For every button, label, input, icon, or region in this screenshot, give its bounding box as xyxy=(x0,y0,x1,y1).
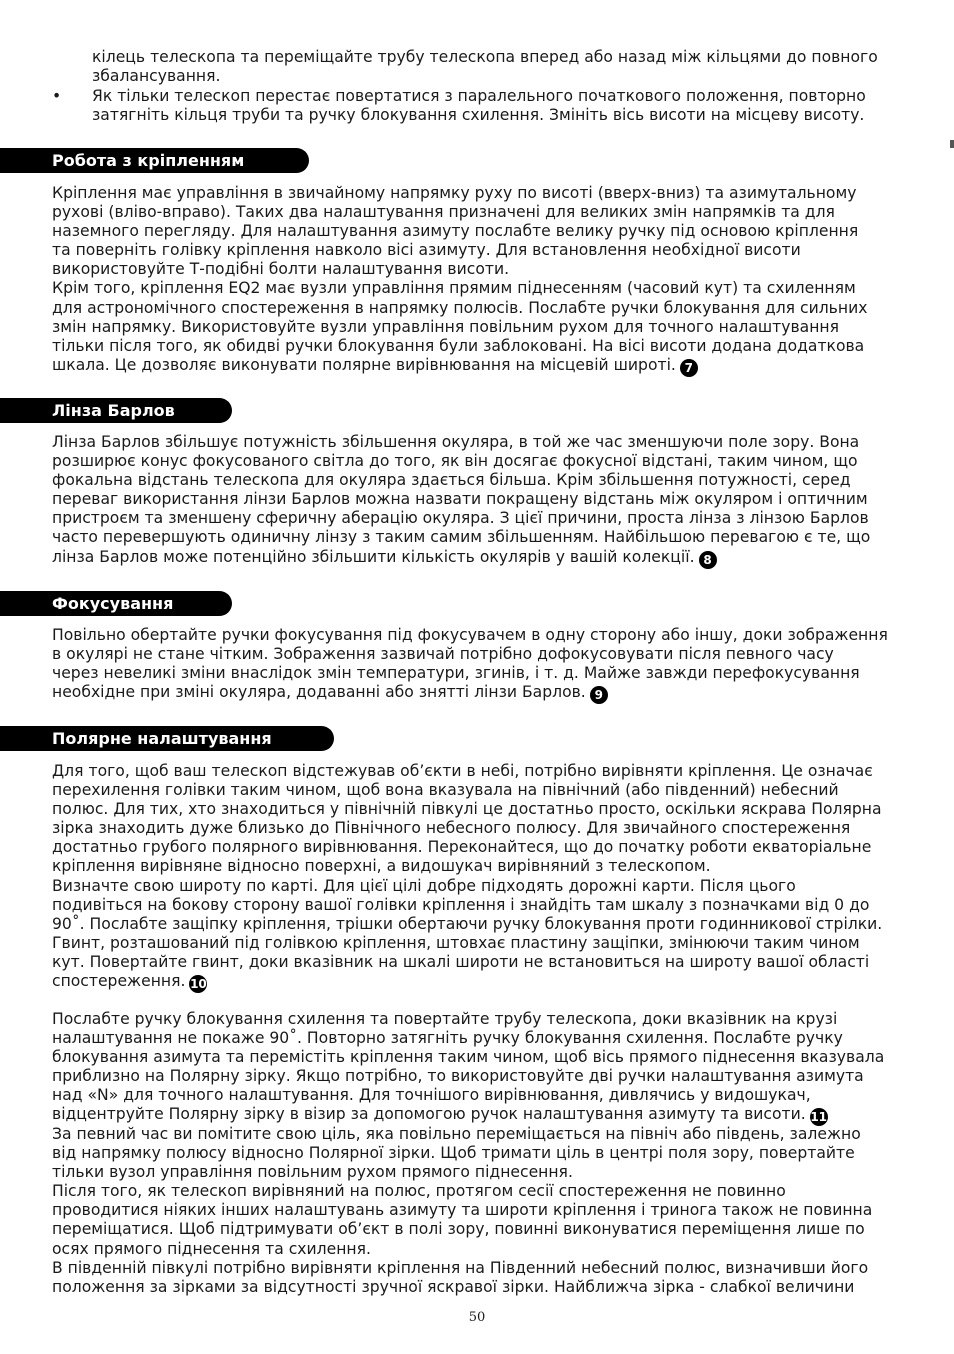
section-text-mount xyxy=(52,184,912,377)
section-text-polar-1 xyxy=(52,762,912,993)
bullet-text: Як тільки телескоп перестає повертатися з паралельного початкового положення, повторно затягніть кільця труби та ручку блокування схилення. Змініть вісь висоти на місцеву висоту. xyxy=(92,87,866,125)
section-text-polar-3: За певний час ви помітите свою ціль, яка повільно переміщається на північ або південь, залежно від напрямку полюсу відносно Полярної зірки. Щоб тримати ціль в центрі поля зору, повертайте тільки вузол управління повільним рухом прямого піднесення. Після того, як телескоп вирівняний на полюс, протягом сесії спостереження не повинно проводитися ніяких інших налаштувань азимуту та широти кріплення і тринога також не повинна переміщатися. Щоб підтримувати об’єкт в полі зору, повинні виконуватися переміщення лише по осях прямого піднесення та схилення. В південній півкулі потрібно вирівняти кріплення на Південний небесний полюс, визначивши його положення за зірками за відсутності зручної яскравої зірки. Найближча зірка - слабкої величини xyxy=(52,1125,873,1296)
figure-ref-7-icon: 7 xyxy=(680,359,698,377)
barlow-text: Лінза Барлов збільшує потужність збільшення окуляра, в той же час зменшуючи поле зору. Вона розширює конус фокусованого світла до того, як він досягає фокусної відстані, таким чином, що фокальна відстань телескопа для окуляра здається більша. Крім збільшення потужності, серед переваг використання лінзи Барлов можна назвати покращену відстань між окуляром і оптичним пристроєм та зменшену сферичну аберацію окуляра. З цієї причини, проста лінза з лінзою Барлов часто перевершують одиничну лінзу з таким самим збільшенням. Найбільшою перевагою є те, що лінза Барлов може потенційно збільшити кількість окулярів у вашій колекції. xyxy=(52,433,871,566)
intro-paragraph: кілець телескопа та переміщайте трубу телескопа вперед або назад між кільцями до повного збалансування. xyxy=(92,48,878,86)
figure-ref-10-icon: 10 xyxy=(190,977,207,992)
bullet-icon: • xyxy=(52,87,62,105)
focus-text: Повільно обертайте ручки фокусування під фокусувачем в одну сторону або іншу, доки зображення в окулярі не стане чітким. Зображення зазвичай потрібно дофокусовувати після певного часу через невеликі зміни внаслідок змін температури, згинів, і т. д. Майже завжди перефокусування необхідне при зміні окуляра, додаванні або знятті лінзи Барлов. xyxy=(52,626,888,702)
section-heading-barlow: Лінза Барлов xyxy=(0,398,232,423)
mount-text: Кріплення має управління в звичайному напрямку руху по висоті (вверх-вниз) та азимутальному рухові (вліво-вправо). Таких два налаштування призначені для великих змін напрямків та для наземного перегляду. Для налаштування азимуту послабте велику ручку під основою кріплення та поверніть голівку кріплення навколо вісі азимуту. Для встановлення необхідної висоти використовуйте Т-подібні болти налаштування висоти. Крім того, кріплення EQ2 має вузли управління прямим піднесенням (часовий кут) та схиленням для астрономічного спостереження в напрямку полюсів. Послабте ручки блокування для сильних змін напрямку. Використовуйте вузли управління повільним рухом для точного налаштування тільки після того, як обидві ручки блокування були заблоковані. На вісі висоти додана додаткова шкала. Це дозволяє виконувати полярне вирівнювання на місцевій широті. xyxy=(52,184,868,374)
figure-ref-8-icon: 8 xyxy=(699,551,717,569)
edge-mark xyxy=(950,140,954,148)
section-text-polar-2 xyxy=(52,1010,912,1126)
figure-ref-11-icon: 11 xyxy=(810,1110,828,1125)
page-number: 50 xyxy=(468,1310,486,1325)
section-heading-focus: Фокусування xyxy=(0,591,232,616)
polar-text-1: Для того, щоб ваш телескоп відстежував об’єкти в небі, потрібно вирівняти кріплення. Це означає перехилення голівки таким чином, щоб вона вказувала на північний (або південний) небесний полюс. Для тих, хто знаходиться у північній півкулі це достатньо просто, оскільки яскрава Полярна зірка знаходить дуже близько до Північного небесного полюсу. Для звичайного спостереження достатньо грубого полярного вирівнювання. Переконайтеся, що до початку роботи екваторіальне кріплення вирівняне відносно поверхні, а видошукач вирівняний з телескопом. Визначте свою широту по карті. Для цієї цілі добре підходять дорожні карти. Після цього подивіться на бокову сторону вашої голівки кріплення і знайдіть там шкалу з позначками від 0 до 90˚. Послабте защіпку кріплення, трішки обертаючи ручку блокування проти годинникової стрілки. Гвинт, розташований під голівкою кріплення, штовхає пластину защіпки, змінюючи таким чином кут. Повертайте гвинт, доки вказівник на шкалі широти не встановиться на широту вашої області спостереження. xyxy=(52,762,883,991)
section-text-focus xyxy=(52,626,912,704)
section-text-barlow xyxy=(52,433,912,569)
section-heading-mount: Робота з кріпленням xyxy=(0,148,309,173)
figure-ref-9-icon: 9 xyxy=(590,686,608,704)
polar-text-2: Послабте ручку блокування схилення та повертайте трубу телескопа, доки вказівник на крузі налаштування не покаже 90˚. Повторно затягніть ручку блокування схилення. Послабте ручку блокування азимута та перемістіть кріплення таким чином, щоб вісь прямого піднесення вказувала приблизно на Полярну зірку. Якщо потрібно, то використовуйте дві ручки налаштування азимута над «N» для точного налаштування. Для точнішого вирівнювання, дивлячись у видошукач, відцентруйте Полярну зірку в візир за допомогою ручок налаштування азимуту та висоти. xyxy=(52,1010,885,1124)
section-heading-polar: Полярне налаштування xyxy=(0,726,334,751)
